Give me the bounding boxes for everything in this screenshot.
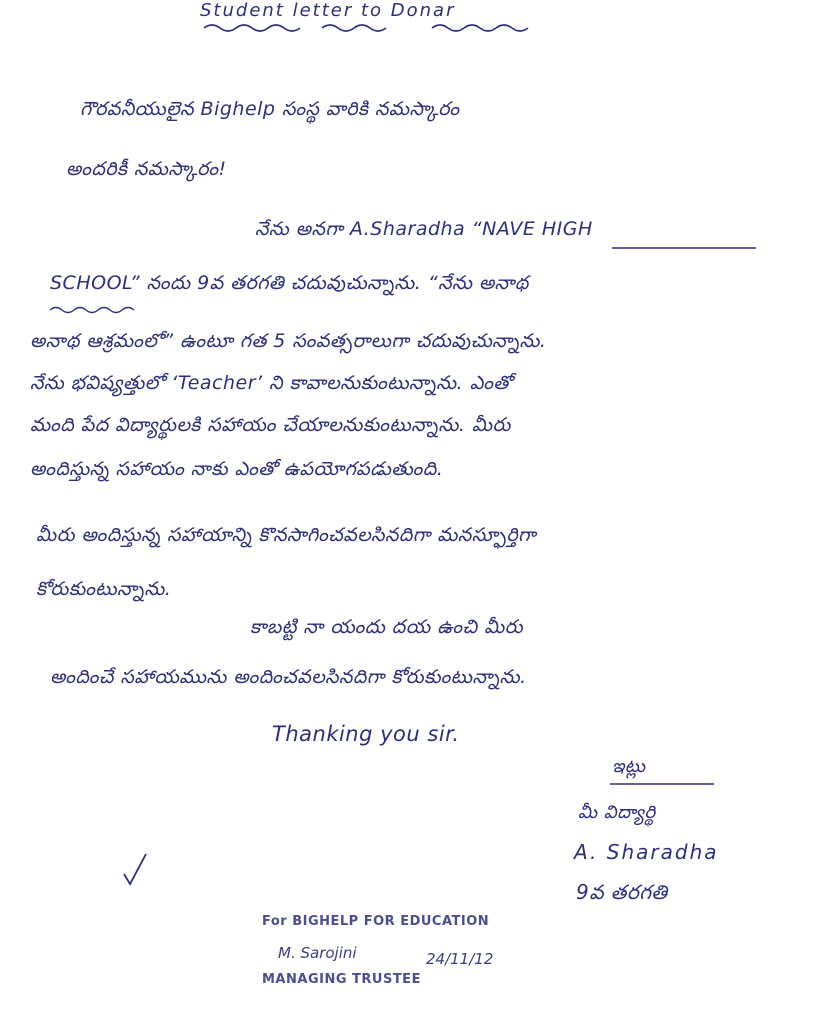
letter-line-8: అందిస్తున్న సహాయం నాకు ఎంతో ఉపయోగపడుతుంది. bbox=[30, 458, 444, 480]
letter-line-2: అందరికీ నమస్కారం! bbox=[66, 158, 227, 180]
letter-line-11: కాబట్టి నా యందు దయ ఉంచి మీరు bbox=[250, 616, 524, 638]
stamp-role: MANAGING TRUSTEE bbox=[262, 972, 421, 987]
letter-line-6: నేను భవిష్యత్తులో ‘Teacher’ ని కావాలనుకుంటున్నాను. ఎంతో bbox=[30, 372, 513, 394]
title-underline bbox=[196, 20, 536, 36]
thanks-line: Thanking you sir. bbox=[272, 722, 460, 746]
letter-line-3: నేను అనగా A.Sharadha “NAVE HIGH bbox=[255, 218, 593, 240]
letter-line-12: అందించే సహాయమును అందించవలసినదిగా కోరుకుంటున్నాను. bbox=[50, 666, 527, 688]
check-mark-icon bbox=[120, 852, 150, 888]
letter-line-7: మంది పేద విద్యార్థులకి సహాయం చేయాలనుకుంటున్నాను. మీరు bbox=[30, 414, 511, 436]
school-word-underline bbox=[48, 304, 148, 316]
stamp-date: 24/11/12 bbox=[426, 950, 494, 968]
school-name-underline bbox=[610, 244, 760, 252]
trustee-signature: M. Sarojini bbox=[278, 944, 357, 962]
letter-title: Student letter to Donar bbox=[200, 0, 456, 21]
letter-line-4: SCHOOL” నందు 9వ తరగతి చదువుచున్నాను. “నేను అనాథ bbox=[50, 272, 529, 294]
signature-closing: ఇట్లు bbox=[612, 756, 646, 777]
stamp-organization: For BIGHELP FOR EDUCATION bbox=[262, 914, 490, 929]
letter-line-1: గౌరవనీయులైన Bighelp సంస్థ వారికి నమస్కారం bbox=[80, 98, 460, 120]
signature-designation: మీ విద్యార్థి bbox=[578, 802, 656, 823]
signature-class: 9వ తరగతి bbox=[576, 880, 668, 904]
letter-line-10: కోరుకుంటున్నాను. bbox=[36, 578, 172, 600]
signature-name: A. Sharadha bbox=[574, 840, 719, 864]
letter-line-5: అనాథ ఆశ్రమంలో” ఉంటూ గత 5 సంవత్సరాలుగా చదువుచున్నాను. bbox=[30, 330, 547, 352]
closing-underline bbox=[608, 780, 718, 788]
letter-line-9: మీరు అందిస్తున్న సహాయాన్ని కొనసాగించవలసినదిగా మనస్ఫూర్తిగా bbox=[36, 524, 537, 546]
